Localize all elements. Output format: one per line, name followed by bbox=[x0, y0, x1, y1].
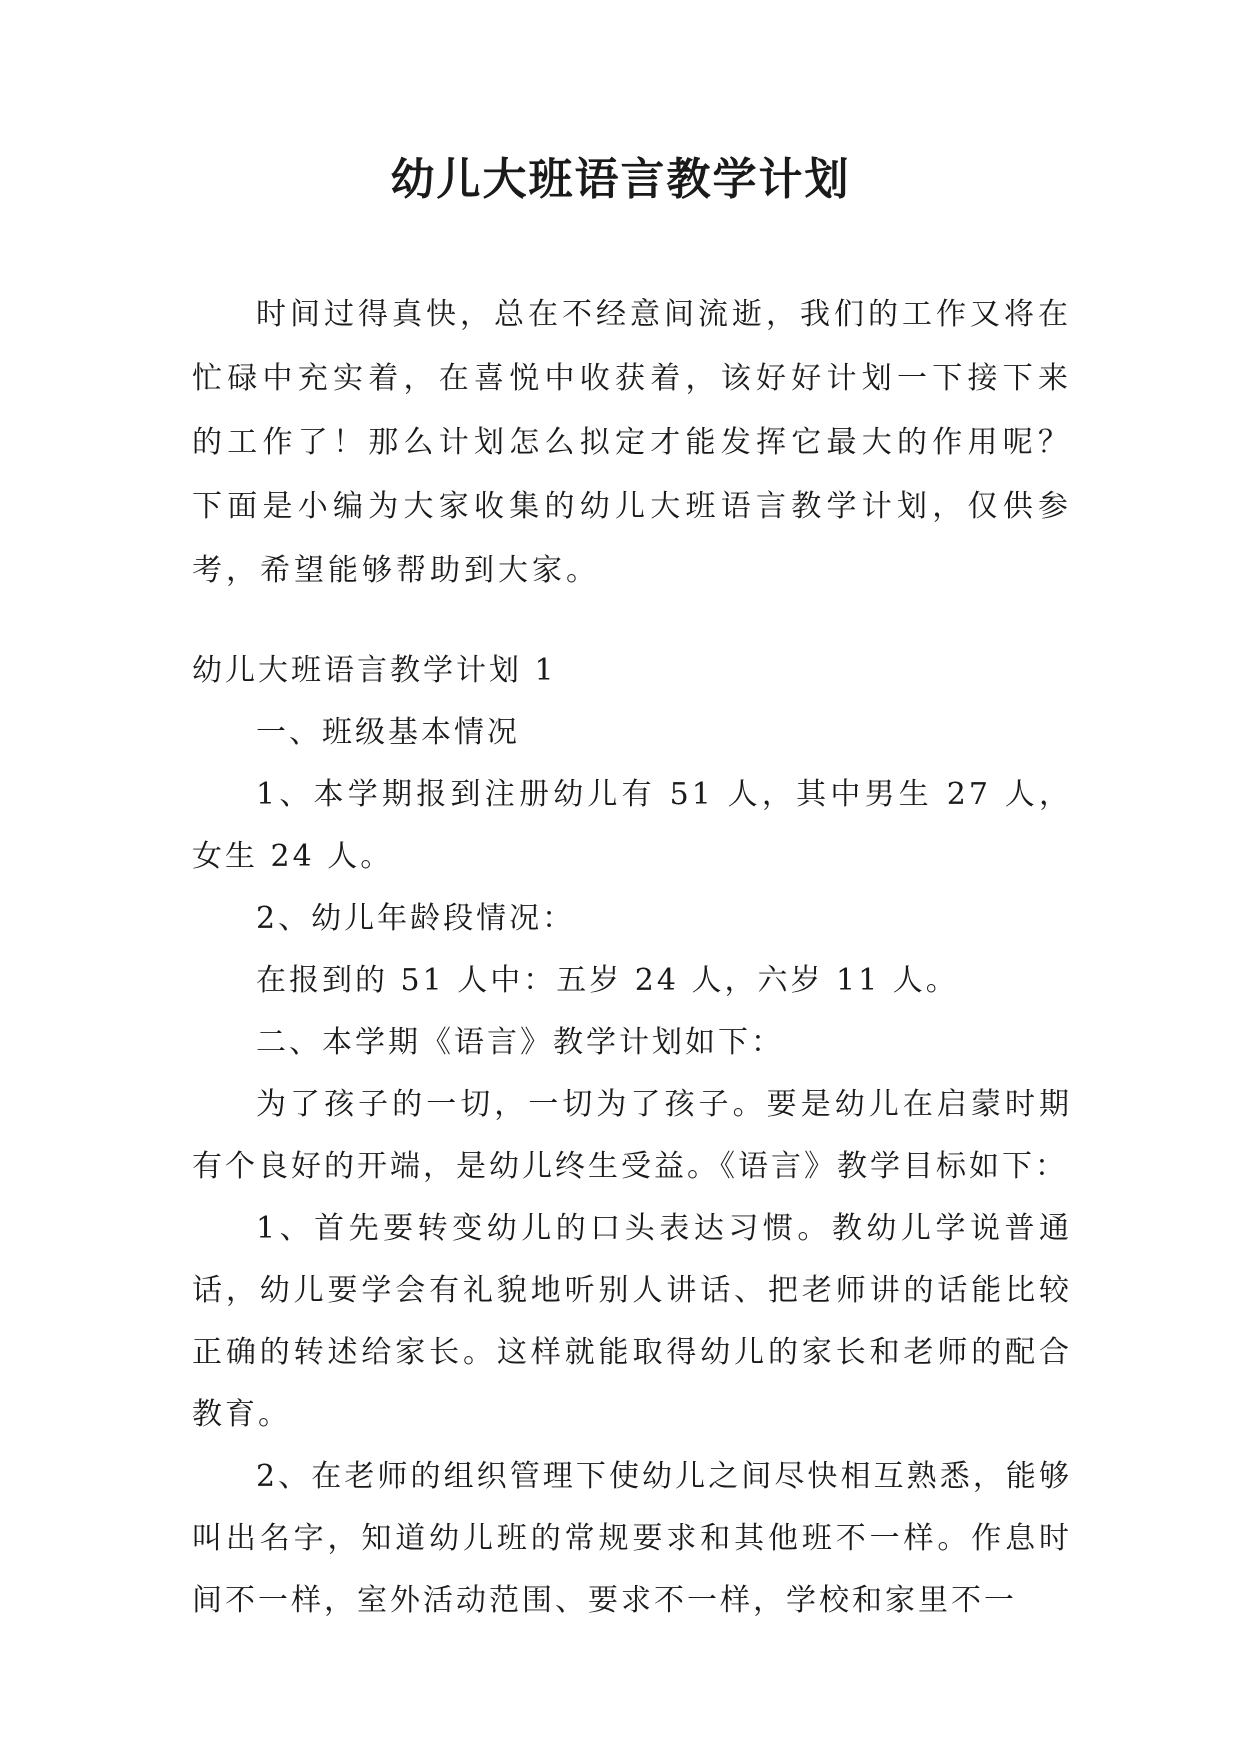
paragraph-age-heading: 2、幼儿年龄段情况： bbox=[256, 901, 576, 936]
section-heading: 幼儿大班语言教学计划 1 bbox=[192, 653, 557, 688]
paragraph-plan-heading: 二、本学期《语言》教学计划如下： bbox=[256, 1025, 784, 1060]
paragraph-age-detail: 在报到的 51 人中：五岁 24 人，六岁 11 人。 bbox=[256, 963, 959, 998]
document-body bbox=[192, 640, 1072, 1632]
paragraph-class-info-heading: 一、班级基本情况 bbox=[256, 715, 520, 750]
paragraph-goal-1: 1、首先要转变幼儿的口头表达习惯。教幼儿学说普通话，幼儿要学会有礼貌地听别人讲话、把老师讲的话能比较正确的转述给家长。这样就能取得幼儿的家长和老师的配合教育。 bbox=[192, 1211, 1072, 1432]
paragraph-goal-2: 2、在老师的组织管理下使幼儿之间尽快相互熟悉，能够叫出名字，知道幼儿班的常规要求和其他班不一样。作息时间不一样，室外活动范围、要求不一样，学校和家里不一 bbox=[192, 1459, 1072, 1618]
paragraph-enrollment: 1、本学期报到注册幼儿有 51 人，其中男生 27 人，女生 24 人。 bbox=[192, 777, 1072, 874]
paragraph-plan-intro: 为了孩子的一切，一切为了孩子。要是幼儿在启蒙时期有个良好的开端，是幼儿终生受益。《语言》教学目标如下： bbox=[192, 1087, 1072, 1184]
intro-paragraph: 时间过得真快，总在不经意间流逝，我们的工作又将在忙碌中充实着，在喜悦中收获着，该好好计划一下接下来的工作了！那么计划怎么拟定才能发挥它最大的作用呢？下面是小编为大家收集的幼儿大班语言教学计划，仅供参考，希望能够帮助到大家。 bbox=[192, 297, 1072, 588]
document-title: 幼儿大班语言教学计划 bbox=[390, 154, 851, 205]
